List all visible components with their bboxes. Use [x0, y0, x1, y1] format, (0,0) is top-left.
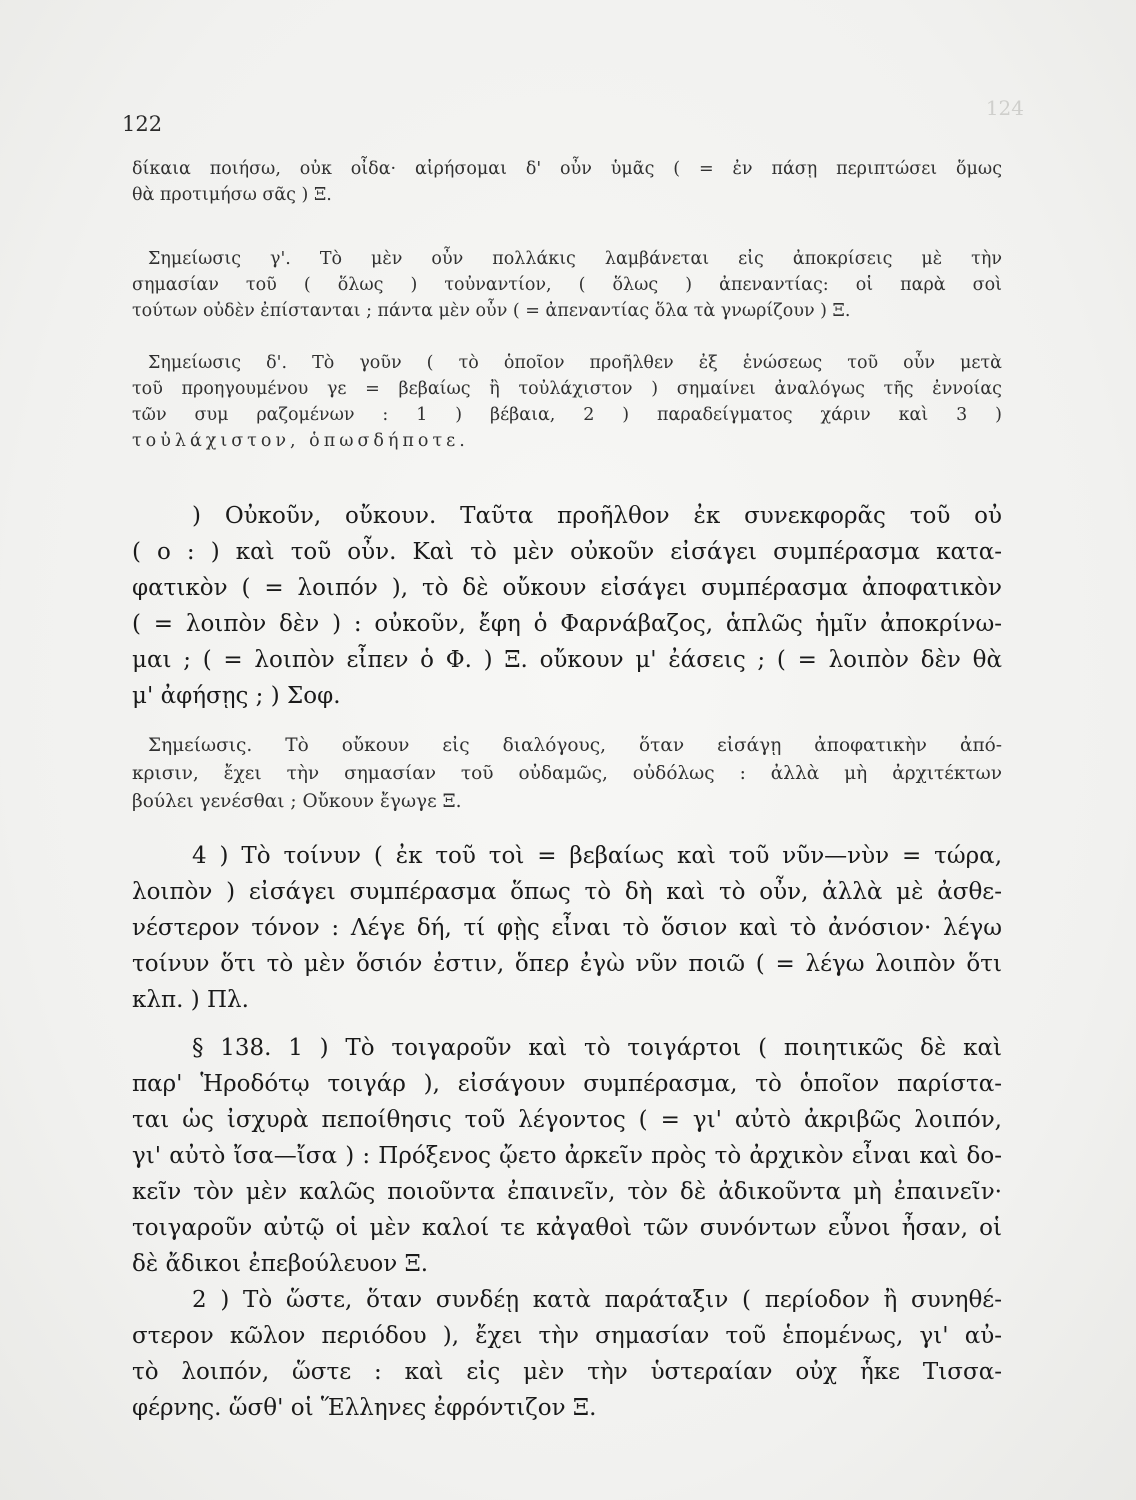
text-line: φατικὸν ( = λοιπόν ), τὸ δὲ οὔκουν εἰσάγει συμπέρασμα ἀποφατικὸν — [132, 575, 1002, 601]
paragraph-continuation — [132, 156, 1002, 208]
text-line: μ' ἀφήσῃς ; ) Σοφ. — [132, 683, 341, 709]
text-line: τοὐλάχιστον, ὁπωσδήποτε. — [132, 431, 469, 451]
text-line: ( = λοιπὸν δὲν ) : οὐκοῦν, ἔφη ὁ Φαρνάβαζος, ἁπλῶς ἡμῖν ἀποκρίνω- — [132, 611, 1002, 637]
bleed-through-page-number: 124 — [985, 96, 1024, 120]
text-line: σημασίαν τοῦ ( ὅλως ) τοὐναντίον, ( ὅλως ) ἀπεναντίας: οἱ παρὰ σοὶ — [132, 275, 1002, 295]
text-line: ) Οὐκοῦν, οὔκουν. Ταῦτα προῆλθον ἐκ συνεκφορᾶς τοῦ οὐ — [192, 503, 1002, 529]
text-line: Σημείωσις γ'. Τὸ μὲν οὖν πολλάκις λαμβάνεται εἰς ἀποκρίσεις μὲ τὴν — [148, 249, 1002, 269]
text-line: κλπ. ) Πλ. — [132, 987, 249, 1013]
text-line: κρισιν, ἔχει τὴν σημασίαν τοῦ οὐδαμῶς, οὐδόλως : ἀλλὰ μὴ ἀρχιτέκτων — [132, 763, 1002, 784]
text-line: παρ' Ἡροδότῳ τοιγάρ ), εἰσάγουν συμπέρασμα, τὸ ὁποῖον παρίστα- — [132, 1071, 1002, 1097]
text-line: φέρνης. ὥσθ' οἱ Ἕλληνες ἐφρόντιζον Ξ. — [132, 1395, 597, 1421]
paragraph-toinyn — [132, 838, 1002, 1018]
text-line: τὸ λοιπόν, ὥστε : καὶ εἰς μὲν τὴν ὑστεραίαν οὐχ ἧκε Τισσα- — [132, 1359, 1002, 1385]
text-line: 4 ) Τὸ τοίνυν ( ἐκ τοῦ τοὶ = βεβαίως καὶ τοῦ νῦν—νὺν = τώρα, — [192, 843, 1002, 869]
paragraph-hoste — [132, 1282, 1002, 1426]
text-line: δίκαια ποιήσω, οὐκ οἶδα· αἱρήσομαι δ' οὖν ὑμᾶς ( = ἐν πάσῃ περιπτώσει ὅμως — [132, 159, 1002, 179]
text-line: λοιπὸν ) εἰσάγει συμπέρασμα ὅπως τὸ δὴ καὶ τὸ οὖν, ἀλλὰ μὲ ἀσθε- — [132, 879, 1002, 905]
text-line: τοῦ προηγουμένου γε = βεβαίως ἢ τοὐλάχιστον ) σημαίνει ἀναλόγως τῆς ἐννοίας — [132, 379, 1002, 399]
page-number: 122 — [122, 112, 163, 136]
paragraph-note-oukoun — [132, 732, 1002, 816]
text-line: βούλει γενέσθαι ; Οὔκουν ἔγωγε Ξ. — [132, 791, 462, 812]
paragraph-oukoun — [132, 498, 1002, 714]
text-line: γι' αὐτὸ ἴσα—ἴσα ) : Πρόξενος ᾤετο ἀρκεῖν πρὸς τὸ ἀρχικὸν εἶναι καὶ δο- — [132, 1143, 1002, 1169]
text-line: Σημείωσις. Τὸ οὔκουν εἰς διαλόγους, ὅταν εἰσάγῃ ἀποφατικὴν ἀπό- — [148, 735, 1002, 756]
text-line: 2 ) Τὸ ὥστε, ὅταν συνδέῃ κατὰ παράταξιν ( περίοδον ἢ συνηθέ- — [192, 1287, 1002, 1313]
text-line: ται ὡς ἰσχυρὰ πεποίθησις τοῦ λέγοντος ( = γι' αὐτὸ ἀκριβῶς λοιπόν, — [132, 1107, 1002, 1133]
paragraph-section-138 — [132, 1030, 1002, 1282]
text-line: τούτων οὐδὲν ἐπίστανται ; πάντα μὲν οὖν ( = ἀπεναντίας ὅλα τὰ γνωρίζουν ) Ξ. — [132, 301, 851, 321]
text-line: τοιγαροῦν αὐτῷ οἱ μὲν καλοί τε κἀγαθοὶ τῶν συνόντων εὖνοι ἦσαν, οἱ — [132, 1215, 1002, 1241]
paragraph-note-gamma — [132, 246, 1002, 324]
text-line: τῶν συμ ραζομένων : 1 ) βέβαια, 2 ) παραδείγματος χάριν καὶ 3 ) — [132, 405, 1002, 425]
text-line: μαι ; ( = λοιπὸν εἶπεν ὁ Φ. ) Ξ. οὔκουν μ' ἐάσεις ; ( = λοιπὸν δὲν θὰ — [132, 647, 1002, 673]
text-line: θὰ προτιμήσω σᾶς ) Ξ. — [132, 185, 332, 205]
paragraph-note-delta — [132, 350, 1002, 454]
text-line: δὲ ἄδικοι ἐπεβούλευον Ξ. — [132, 1251, 429, 1277]
text-line: κεῖν τὸν μὲν καλῶς ποιοῦντα ἐπαινεῖν, τὸν δὲ ἀδικοῦντα μὴ ἐπαινεῖν· — [132, 1179, 1002, 1205]
text-line: § 138. 1 ) Τὸ τοιγαροῦν καὶ τὸ τοιγάρτοι ( ποιητικῶς δὲ καὶ — [192, 1035, 1002, 1061]
text-line: ( ο : ) καὶ τοῦ οὖν. Καὶ τὸ μὲν οὐκοῦν εἰσάγει συμπέρασμα κατα- — [132, 539, 1002, 565]
text-line: νέστερον τόνον : Λέγε δή, τί φῂς εἶναι τὸ ὅσιον καὶ τὸ ἀνόσιον· λέγω — [132, 915, 1002, 941]
text-line: τοίνυν ὅτι τὸ μὲν ὅσιόν ἐστιν, ὅπερ ἐγὼ νῦν ποιῶ ( = λέγω λοιπὸν ὅτι — [132, 951, 1002, 977]
text-line: Σημείωσις δ'. Τὸ γοῦν ( τὸ ὁποῖον προῆλθεν ἐξ ἑνώσεως τοῦ οὖν μετὰ — [148, 353, 1002, 373]
text-line: στερον κῶλον περιόδου ), ἔχει τὴν σημασίαν τοῦ ἑπομένως, γι' αὐ- — [132, 1323, 1002, 1349]
